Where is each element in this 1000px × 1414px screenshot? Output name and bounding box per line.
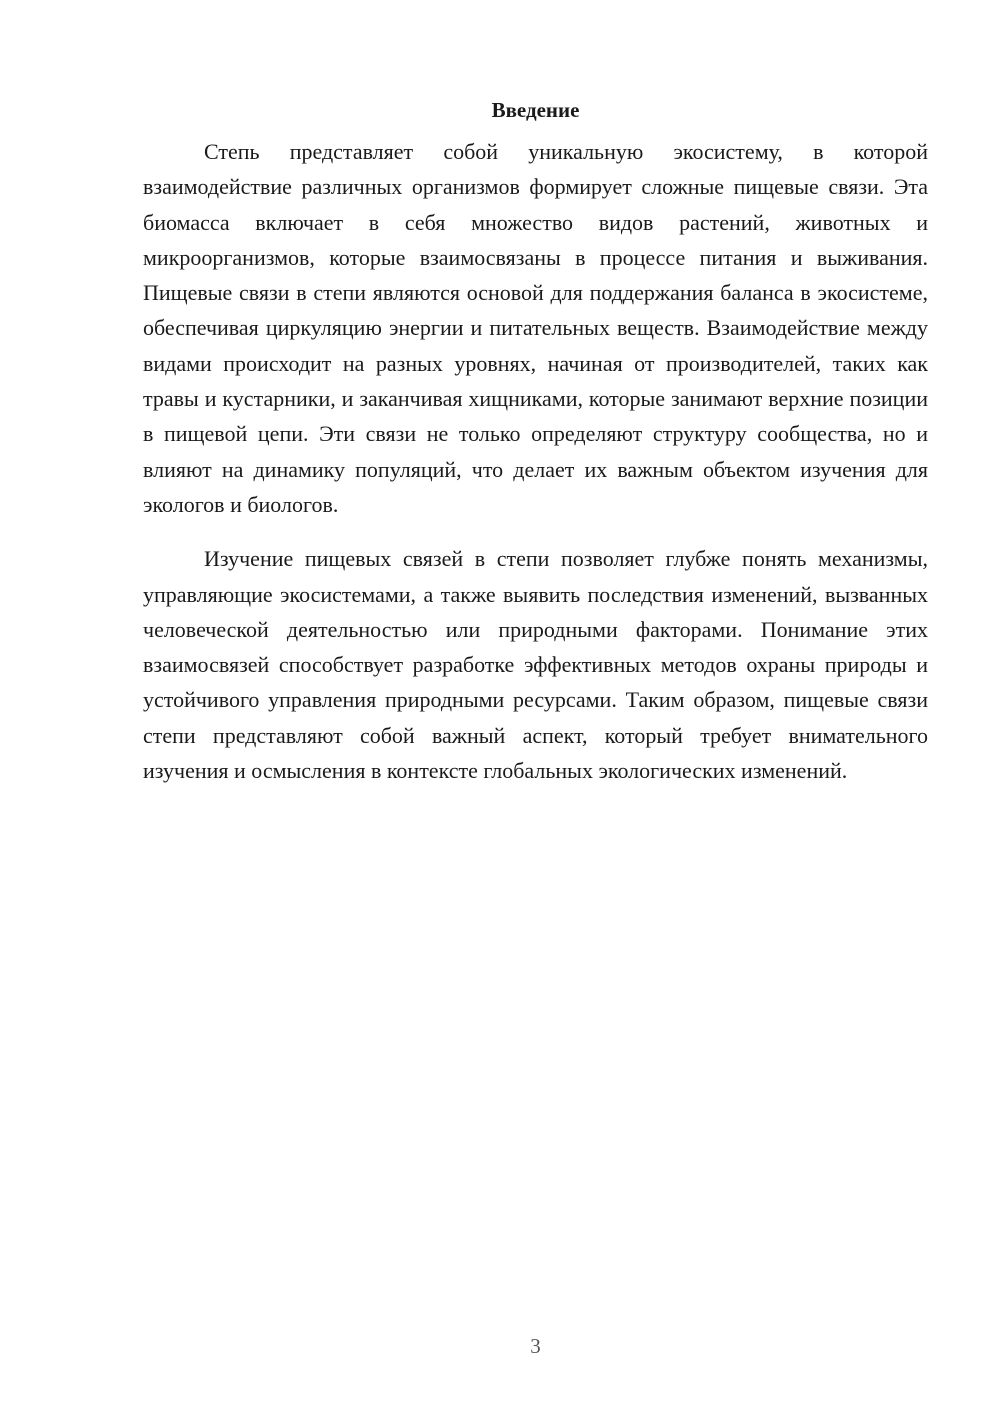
page-number: 3: [530, 1334, 541, 1358]
paragraph-2: Изучение пищевых связей в степи позволяет глубже понять механизмы, управляющие экосистемами, а также выявить последствия изменений, вызванных человеческой деятельностью или природными факторами. Понимание этих взаимосвязей способствует разработке эффективных методов охраны природы и устойчивого управления природными ресурсами. Таким образом, пищевые связи степи представляют собой важный аспект, который требует внимательного изучения и осмысления в контексте глобальных экологических изменений.: [143, 546, 928, 784]
paragraph-1: Степь представляет собой уникальную экосистему, в которой взаимодействие различных организмов формирует сложные пищевые связи. Эта биомасса включает в себя множество видов растений, животных и микроорганизмов, которые взаимосвязаны в процессе питания и выживания. Пищевые связи в степи являются основой для поддержания баланса в экосистеме, обеспечивая циркуляцию энергии и питательных веществ. Взаимодействие между видами происходит на разных уровнях, начиная от производителей, таких как травы и кустарники, и заканчивая хищниками, которые занимают верхние позиции в пищевой цепи. Эти связи не только определяют структуру сообщества, но и влияют на динамику популяций, что делает их важным объектом изучения для экологов и биологов.: [143, 139, 928, 517]
page-content: [143, 96, 928, 788]
section-heading: Введение: [491, 98, 580, 122]
